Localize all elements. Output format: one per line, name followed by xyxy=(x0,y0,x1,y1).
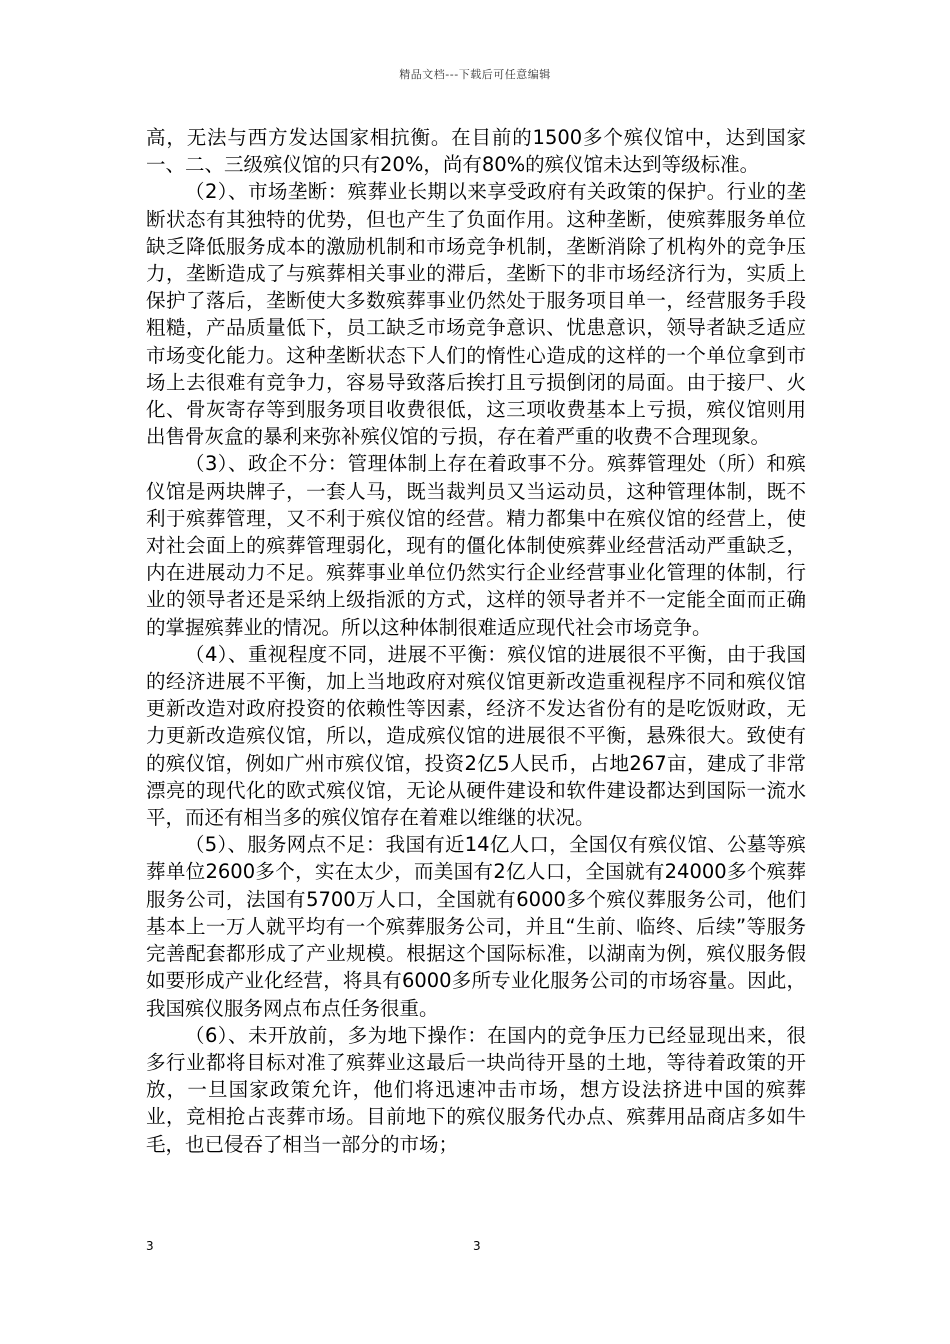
paragraph-service-network: （5）、服务网点不足：我国有近14亿人口，全国仅有殡仪馆、公墓等殡葬单位2600多个，实在太少，而美国有2亿人口，全国就有24000多个殡葬服务公司，法国有5700万人口，全国就有6000多个殡仪葬服务公司，他们基本上一万人就平均有一个殡葬服务公司，并且“生前、临终、后续”等服务完善配套都形成了产业规模。根据这个国际标准，以湖南为例，殡仪服务假如要形成产业化经营，将具有6000多所专业化服务公司的市场容量。因此，我国殡仪服务网点布点任务很重。 xyxy=(146,833,806,1020)
page-number-left: 3 xyxy=(146,1239,154,1253)
paragraph-continuation: 高，无法与西方发达国家相抗衡。在目前的1500多个殡仪馆中，达到国家一、二、三级殡仪馆的只有20%，尚有80%的殡仪馆未达到等级标准。 xyxy=(146,126,806,177)
document-body xyxy=(146,124,806,1158)
page-header: 精品文档---下载后可任意编辑 xyxy=(399,68,551,81)
page-number-center: 3 xyxy=(473,1239,481,1253)
paragraph-underground-operation: （6）、未开放前，多为地下操作：在国内的竞争压力已经显现出来，很多行业都将目标对准了殡葬业这最后一块尚待开垦的土地，等待着政策的开放，一旦国家政策允许，他们将迅速冲击市场，想方设法挤进中国的殡葬业，竞相抢占丧葬市场。目前地下的殡仪服务代办点、殡葬用品商店多如牛毛，也已侵吞了相当一部分的市场； xyxy=(146,1023,806,1156)
paragraph-government-enterprise: （3）、政企不分：管理体制上存在着政事不分。殡葬管理处（所）和殡仪馆是两块牌子，一套人马，既当裁判员又当运动员，这种管理体制，既不利于殡葬管理，又不利于殡仪馆的经营。精力都集中在殡仪馆的经营上，使对社会面上的殡葬管理弱化，现有的僵化体制使殡葬业经营活动严重缺乏，内在进展动力不足。殡葬事业单位仍然实行企业经营事业化管理的体制，行业的领导者还是采纳上级指派的方式，这样的领导者并不一定能全面而正确的掌握殡葬业的情况。所以这种体制很难适应现代社会市场竞争。 xyxy=(146,452,806,639)
paragraph-uneven-development: （4）、重视程度不同，进展不平衡：殡仪馆的进展很不平衡，由于我国的经济进展不平衡，加上当地政府对殡仪馆更新改造重视程序不同和殡仪馆更新改造对政府投资的依赖性等因素，经济不发达省份有的是吃饭财政，无力更新改造殡仪馆，所以，造成殡仪馆的进展很不平衡，悬殊很大。致使有的殡仪馆，例如广州市殡仪馆，投资2亿5人民币，占地267亩，建成了非常漂亮的现代化的欧式殡仪馆，无论从硬件建设和软件建设都达到国际一流水平，而还有相当多的殡仪馆存在着难以维继的状况。 xyxy=(146,642,806,830)
paragraph-market-monopoly: （2）、市场垄断：殡葬业长期以来享受政府有关政策的保护。行业的垄断状态有其独特的优势，但也产生了负面作用。这种垄断，使殡葬服务单位缺乏降低服务成本的激励机制和市场竞争机制，垄断消除了机构外的竞争压力，垄断造成了与殡葬相关事业的滞后，垄断下的非市场经济行为，实质上保护了落后，垄断使大多数殡葬事业仍然处于服务项目单一，经营服务手段粗糙，产品质量低下，员工缺乏市场竞争意识、忧患意识，领导者缺乏适应市场变化能力。这种垄断状态下人们的惰性心造成的这样的一个单位拿到市场上去很难有竞争力，容易导致落后挨打且亏损倒闭的局面。由于接尸、火化、骨灰寄存等到服务项目收费很低，这三项收费基本上亏损，殡仪馆则用出售骨灰盒的暴利来弥补殡仪馆的亏损，存在着严重的收费不合理现象。 xyxy=(146,180,806,449)
